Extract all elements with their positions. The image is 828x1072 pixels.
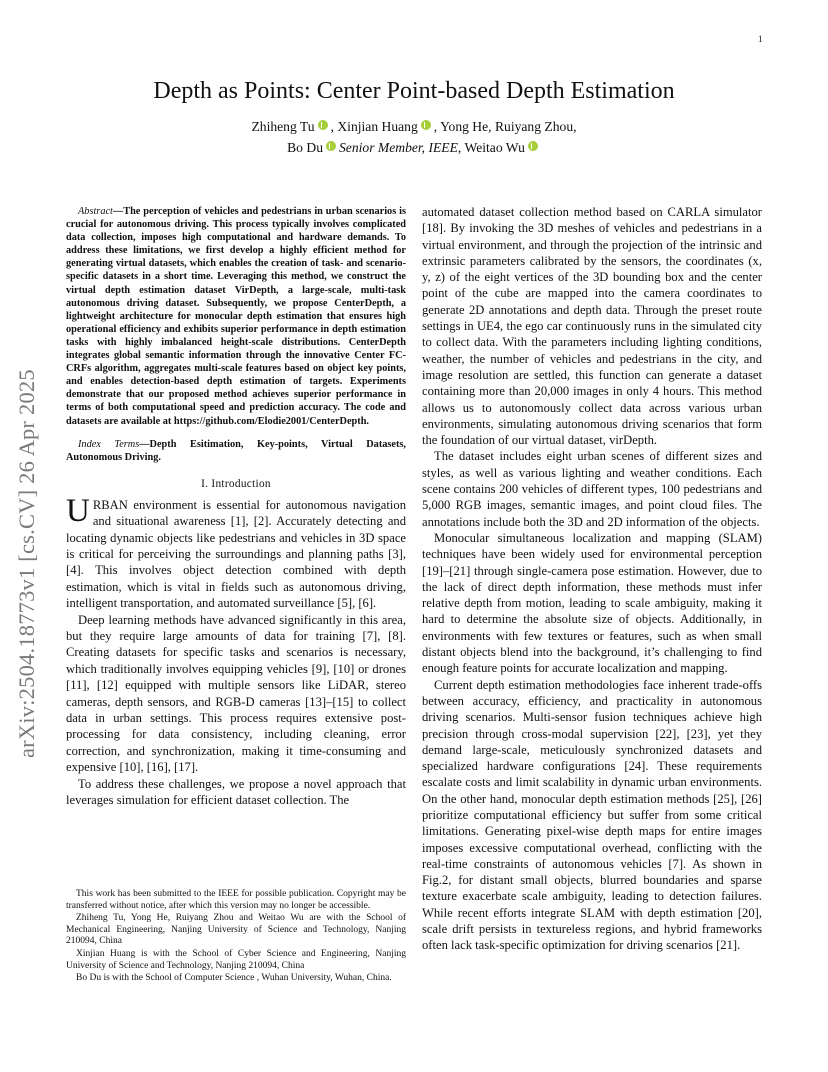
footnotes — [66, 889, 406, 986]
author-name: , Weitao Wu — [457, 140, 525, 155]
author-role: Senior Member, IEEE — [339, 140, 458, 155]
author-name: Xinjian Huang — [337, 119, 418, 134]
orcid-icon[interactable] — [318, 120, 328, 130]
right-paragraph-2: The dataset includes eight urban scenes of different sizes and styles, as well as various lighting and weather conditions. Each scene contains 200 vehicles of different types, 100 pedestrians and 5,000 RGB images, semantic images, and point cloud files. The annotations include both the 3D and 2D information of the objects. — [422, 449, 762, 529]
orcid-icon[interactable] — [326, 141, 336, 151]
right-paragraph-3: Monocular simultaneous localization and mapping (SLAM) techniques have been widely used for environmental perception [19]–[21] through single-camera pose estimation. However, due to the lack of direct depth information, these methods must infer relative depth from motion, leading to scale ambiguity, making it hard to determine the absolute size of objects. Additionally, in environments with few textures or features, such as when small distant objects blend into the background, it’s challenging to find enough feature points for accurate localization and mapping. — [422, 530, 762, 676]
arxiv-identifier-stamp: arXiv:2504.18773v1 [cs.CV] 26 Apr 2025 — [14, 369, 39, 758]
author-separator: , — [433, 119, 441, 134]
orcid-icon[interactable] — [528, 141, 538, 151]
footnote-affiliation-3: Bo Du is with the School of Computer Science , Wuhan University, Wuhan, China. — [76, 973, 392, 984]
author-name: Zhiheng Tu — [251, 119, 315, 134]
dropcap-letter: U — [66, 492, 90, 529]
abstract-text: —The perception of vehicles and pedestrians in urban scenarios is crucial for autonomous driving. This process typically involves complicated data collection, imposes high computational and hardware demands. To address these limitations, we first develop a highly efficient method for generating virtual datasets, which enables the creation of task- and scenario-specific datasets in a short time. Leveraging this method, we construct the virtual depth estimation dataset VirDepth, a large-scale, multi-task autonomous driving dataset. Subsequently, we propose CenterDepth, a lightweight architecture for monocular depth estimation that ensures high operational efficiency and exhibits superior performance in depth estimation tasks with highly imbalanced height-scale distributions. CenterDepth integrates global semantic information through the innovative Center FC-CRFs algorithm, aggregates multi-scale features based on object key points, and enables detection-based depth estimation of targets. Experiments demonstrate that our proposed method achieves superior performance in terms of both computational speed and prediction accuracy. The code and datasets are available at https://github.com/Elodie2001/CenterDepth. — [66, 206, 406, 427]
author-list — [0, 116, 828, 158]
footnote-affiliation-1: Zhiheng Tu, Yong He, Ruiyang Zhou and Weitao Wu are with the School of Mechanical Engineering, Nanjing University of Science and Technology, Nanjing 210094, China — [66, 913, 406, 947]
orcid-icon[interactable] — [421, 120, 431, 130]
author-name: Yong He, Ruiyang Zhou, — [440, 119, 577, 134]
abstract — [66, 205, 406, 428]
right-paragraph-1: automated dataset collection method based on CARLA simulator [18]. By invoking the 3D meshes of vehicles and pedestrians in a virtual environment, and through the projection of the intrinsic and extrinsic parameters calibrated by the sensors, the coordinates (x, y, z) of the eight vertices of the 3D bounding box and the center point of the cube are mapped into the camera coordinates to generate 2D annotations and depth data. Through the preset route settings in UE4, the ego car continuously runs in the simulated city to collect data. With the parameters including lighting conditions, weather, the number of vehicles and pedestrians in the city, and image resolution are settled, this function can generate a dataset containing more than 20,000 images in only 4 hours. This method allows us to autonomously collect data across various urban environments, simulating autonomous driving scenarios that form the foundation of our virtual dataset, virDepth. — [422, 205, 762, 448]
footnote-affiliation-2: Xinjian Huang is with the School of Cyber Science and Engineering, Nanjing University of Science and Technology, Nanjing 210094, China — [66, 948, 406, 971]
paragraph-text: RBAN environment is essential for autonomous navigation and situational awareness [1], [2]. Accurately detecting and locating dynamic objects like pedestrians and vehicles in 3D space is critical for perceiving the surroundings and planning paths [3], [4]. This involves object detection combined with depth estimation, which is vital in fields such as autonomous driving, intelligent transportation, and automated surveillance [5], [6]. — [66, 497, 406, 611]
author-name: Bo Du — [287, 140, 323, 155]
right-paragraph-4: Current depth estimation methodologies face inherent trade-offs between accuracy, efficiency, and practicality in autonomous driving scenarios. Multi-sensor fusion techniques achieve high precision through cross-modal supervision [22], [23], yet they demand large-scale, meticulously synchronized datasets and specialized hardware configurations [24]. These requirements escalate costs and limit scalability in dynamic urban environments. On the other hand, monocular depth estimation methods [25], [26] prioritize computational efficiency but suffer from some critical limitations. Generating pixel-wise depth maps for entire images imposes excessive computational overhead, conflicting with the real-time constraints of autonomous vehicles [7]. As shown in Fig.2, for distant small objects, blurred boundaries and sparse texture exacerbate scale ambiguity, leading to detection failures. While recent efforts integrate SLAM with depth estimation [20], scale drift persists in textureless regions, and hybrid frameworks often lack task-specific optimization for driving scenarios [21]. — [422, 677, 762, 953]
index-terms-text: —Depth Esitimation, Key-points, Virtual Datasets, Autonomous Driving. — [66, 438, 406, 463]
page-number: 1 — [758, 34, 763, 44]
footnote-submission: This work has been submitted to the IEEE for possible publication. Copyright may be transferred without notice, after which this version may no longer be accessible. — [66, 889, 406, 911]
author-line-1 — [0, 116, 828, 137]
intro-paragraph-3: To address these challenges, we propose a novel approach that leverages simulation for efficient dataset collection. The — [66, 776, 406, 808]
right-column — [422, 204, 762, 954]
intro-paragraph-1 — [66, 492, 406, 612]
intro-paragraph-2: Deep learning methods have advanced significantly in this area, but they require large amounts of data for training [7], [8]. Creating datasets for specific tasks and scenarios is necessary, which traditionally involves equipping vehicles [9], [10] or drones [11], [12] equipped with multiple sensors like LiDAR, stereo cameras, depth sensors, and RGB-D cameras [13]–[15] to collect data in urban settings. This process requires extensive post-processing for data consistency, including cleaning, error correction, and synchronization, making it time-consuming and expensive [10], [16], [17]. — [66, 612, 406, 775]
author-separator: , — [330, 119, 338, 134]
paper-title: Depth as Points: Center Point-based Depth Estimation — [153, 78, 675, 104]
abstract-label: Abstract — [78, 206, 113, 217]
index-terms — [66, 438, 406, 464]
section-heading: I. Introduction — [201, 477, 271, 490]
author-line-2 — [0, 137, 828, 158]
index-terms-label: Index Terms — [78, 438, 140, 450]
left-column — [66, 205, 406, 809]
